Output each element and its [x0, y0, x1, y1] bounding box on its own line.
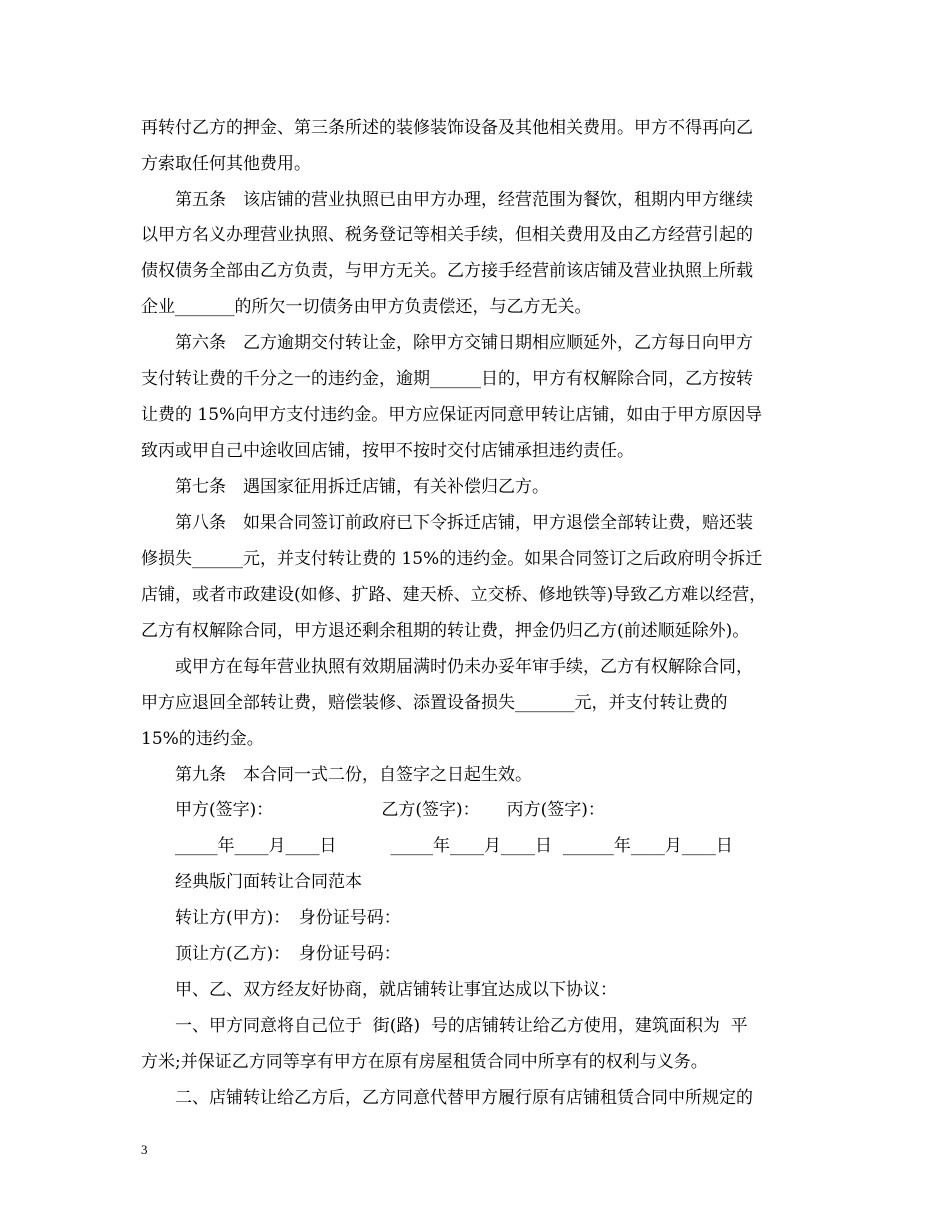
text-line: 一、甲方同意将自己位于 街(路) 号的店铺转让给乙方使用，建筑面积为 平 [175, 1016, 748, 1036]
text-line: 第八条 如果合同签订前政府已下令拆迁店铺，甲方退偿全部转让费，赔还装 [175, 513, 753, 533]
text-line: 致丙或甲自己中途收回店铺，按甲不按时交付店铺承担违约责任。 [141, 441, 634, 461]
section-title: 经典版门面转让合同范本 [175, 872, 362, 892]
page-number: 3 [141, 1142, 148, 1157]
text-line: 15%的违约金。 [141, 729, 264, 749]
text-line: 让费的 15%向甲方支付违约金。甲方应保证丙同意甲转让店铺，如由于甲方原因导 [141, 405, 763, 425]
text-line: 方索取任何其他费用。 [141, 154, 311, 174]
signature-labels: 甲方(签字)： 乙方(签字)： 丙方(签字)： [175, 800, 605, 820]
text-line: 店铺，或者市政建设(如修、扩路、建天桥、立交桥、修地铁等)导致乙方难以经营， [141, 585, 767, 605]
text-line: 乙方有权解除合同，甲方退还剩余租期的转让费，押金仍归乙方(前述顺延除外)。 [141, 621, 750, 641]
text-line: 甲方应退回全部转让费，赔偿装修、添置设备损失_______元，并支付转让费的 [141, 693, 728, 713]
text-line: 企业_______的所欠一切债务由甲方负责偿还，与乙方无关。 [141, 297, 592, 317]
text-line: 或甲方在每年营业执照有效期届满时仍未办妥年审手续，乙方有权解除合同， [175, 657, 753, 677]
text-line: 债权债务全部由乙方负责，与甲方无关。乙方接手经营前该店铺及营业执照上所载 [141, 261, 753, 281]
text-line: 顶让方(乙方)： 身份证号码： [175, 944, 401, 964]
text-line: 第七条 遇国家征用拆迁店铺，有关补偿归乙方。 [175, 477, 549, 497]
text-line: 第五条 该店铺的营业执照已由甲方办理，经营范围为餐饮，租期内甲方继续 [175, 190, 753, 210]
text-line: 支付转让费的千分之一的违约金，逾期______日的，甲方有权解除合同，乙方按转 [141, 369, 753, 389]
signature-dates: _____年____月____日 _____年____月____日 ______年____月____日 [175, 836, 733, 856]
text-line: 再转付乙方的押金、第三条所述的装修装饰设备及其他相关费用。甲方不得再向乙 [141, 118, 753, 138]
text-line: 方米;并保证乙方同等享有甲方在原有房屋租赁合同中所享有的权利与义务。 [141, 1052, 708, 1072]
text-line: 以甲方名义办理营业执照、税务登记等相关手续，但相关费用及由乙方经营引起的 [141, 225, 753, 245]
text-line: 修损失______元，并支付转让费的 15%的违约金。如果合同签订之后政府明令拆迁 [141, 549, 763, 569]
text-line: 二、店铺转让给乙方后，乙方同意代替甲方履行原有店铺租赁合同中所规定的 [175, 1088, 753, 1108]
text-line: 转让方(甲方)： 身份证号码： [175, 908, 401, 928]
text-line: 第六条 乙方逾期交付转让金，除甲方交铺日期相应顺延外，乙方每日向甲方 [175, 333, 753, 353]
text-line: 甲、乙、双方经友好协商，就店铺转让事宜达成以下协议： [175, 980, 617, 1000]
text-line: 第九条 本合同一式二份，自签字之日起生效。 [175, 765, 532, 785]
